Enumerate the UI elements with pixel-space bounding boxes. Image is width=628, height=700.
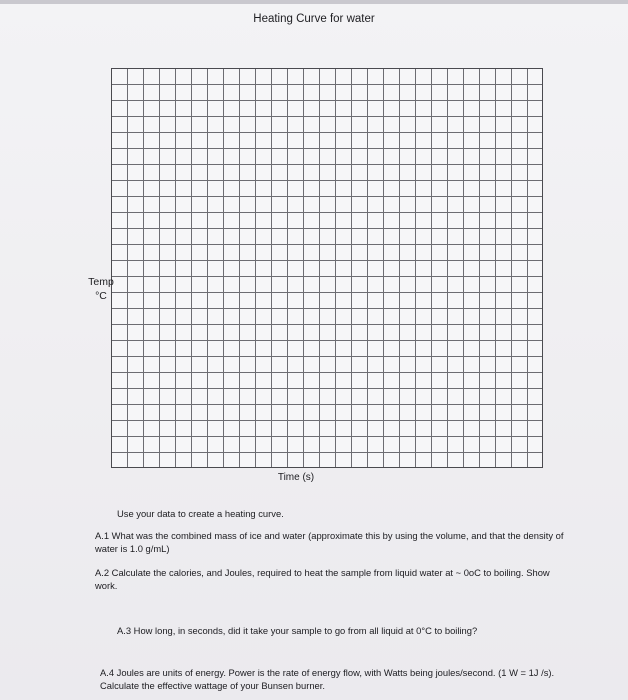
graph-grid <box>111 68 543 468</box>
instruction-intro: Use your data to create a heating curve. <box>117 508 284 519</box>
y-axis-label-line1: Temp <box>88 276 114 288</box>
top-edge <box>0 0 628 4</box>
question-a4: A.4 Joules are units of energy. Power is the rate of energy flow, with Watts being joules/second. (1 W = 1J /s). Calculate the effective wattage of your Bunsen burner. <box>100 667 555 691</box>
page-title: Heating Curve for water <box>253 13 375 25</box>
question-a3: A.3 How long, in seconds, did it take your sample to go from all liquid at 0°C to boiling? <box>117 625 478 636</box>
y-axis-label <box>84 275 118 303</box>
question-a2: A.2 Calculate the calories, and Joules, required to heat the sample from liquid water at ~ 0oC to boiling. Show work. <box>95 567 550 591</box>
question-a1: A.1 What was the combined mass of ice and water (approximate this by using the volume, and that the density of water is 1.0 g/mL) <box>95 530 564 554</box>
x-axis-label: Time (s) <box>277 472 315 483</box>
y-axis-label-line2: °C <box>95 290 107 302</box>
